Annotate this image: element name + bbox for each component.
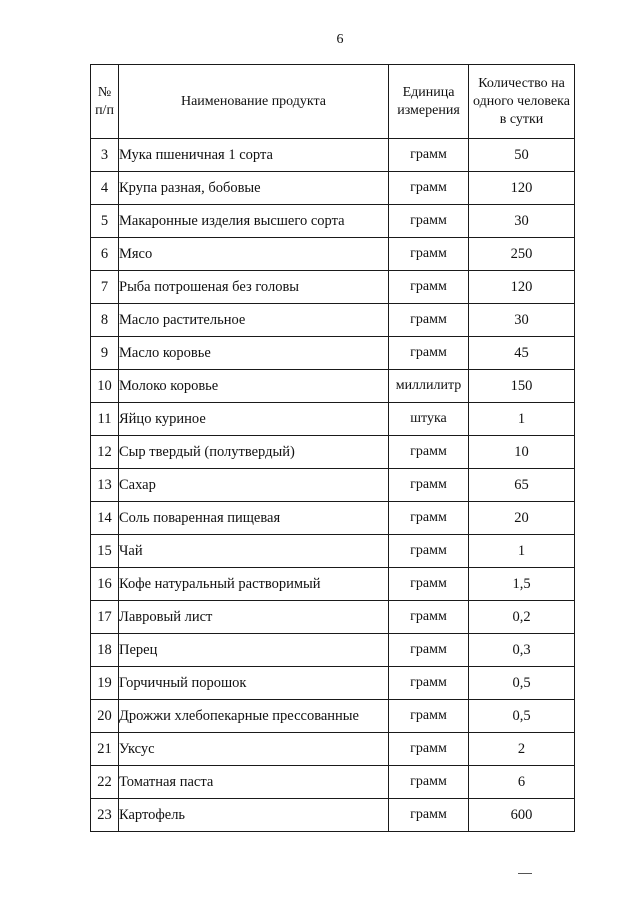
table-row: [91, 799, 575, 832]
product-name: Яйцо куриное: [119, 403, 389, 436]
row-number: 23: [91, 799, 119, 832]
unit-of-measure: штука: [389, 403, 469, 436]
daily-quantity: 2: [469, 733, 575, 766]
table-row: [91, 601, 575, 634]
unit-of-measure: грамм: [389, 733, 469, 766]
daily-quantity: 0,5: [469, 700, 575, 733]
unit-of-measure: грамм: [389, 700, 469, 733]
row-number: 8: [91, 304, 119, 337]
daily-quantity: 6: [469, 766, 575, 799]
table-row: [91, 304, 575, 337]
unit-of-measure: грамм: [389, 139, 469, 172]
header-quantity: Количество на одного человека в сутки: [469, 65, 575, 139]
product-name: Лавровый лист: [119, 601, 389, 634]
table-row: [91, 469, 575, 502]
daily-quantity: 0,3: [469, 634, 575, 667]
unit-of-measure: грамм: [389, 172, 469, 205]
product-name: Уксус: [119, 733, 389, 766]
table-row: [91, 766, 575, 799]
daily-quantity: 10: [469, 436, 575, 469]
row-number: 3: [91, 139, 119, 172]
unit-of-measure: грамм: [389, 337, 469, 370]
row-number: 4: [91, 172, 119, 205]
daily-quantity: 65: [469, 469, 575, 502]
row-number: 19: [91, 667, 119, 700]
daily-quantity: 1,5: [469, 568, 575, 601]
unit-of-measure: грамм: [389, 502, 469, 535]
daily-quantity: 250: [469, 238, 575, 271]
daily-quantity: 0,5: [469, 667, 575, 700]
unit-of-measure: грамм: [389, 568, 469, 601]
unit-of-measure: миллилитр: [389, 370, 469, 403]
daily-quantity: 600: [469, 799, 575, 832]
row-number: 12: [91, 436, 119, 469]
product-name: Сыр твердый (полутвердый): [119, 436, 389, 469]
product-name: Мясо: [119, 238, 389, 271]
row-number: 11: [91, 403, 119, 436]
row-number: 15: [91, 535, 119, 568]
product-name: Горчичный порошок: [119, 667, 389, 700]
row-number: 13: [91, 469, 119, 502]
header-product-name: Наименование продукта: [119, 65, 389, 139]
product-name: Чай: [119, 535, 389, 568]
table-row: [91, 172, 575, 205]
unit-of-measure: грамм: [389, 766, 469, 799]
page-number: 6: [336, 32, 344, 47]
header-number: № п/п: [91, 65, 119, 139]
product-name: Макаронные изделия высшего сорта: [119, 205, 389, 238]
daily-quantity: 120: [469, 271, 575, 304]
header-unit: Единица измерения: [389, 65, 469, 139]
table-row: [91, 271, 575, 304]
table-row: [91, 436, 575, 469]
row-number: 18: [91, 634, 119, 667]
product-name: Соль поваренная пищевая: [119, 502, 389, 535]
unit-of-measure: грамм: [389, 601, 469, 634]
product-name: Молоко коровье: [119, 370, 389, 403]
table-row: [91, 535, 575, 568]
product-name: Мука пшеничная 1 сорта: [119, 139, 389, 172]
row-number: 6: [91, 238, 119, 271]
unit-of-measure: грамм: [389, 205, 469, 238]
daily-quantity: 50: [469, 139, 575, 172]
scan-mark: [518, 873, 532, 874]
product-name: Сахар: [119, 469, 389, 502]
products-table: [90, 64, 575, 832]
table-row: [91, 238, 575, 271]
daily-quantity: 0,2: [469, 601, 575, 634]
row-number: 14: [91, 502, 119, 535]
unit-of-measure: грамм: [389, 304, 469, 337]
table-row: [91, 502, 575, 535]
daily-quantity: 1: [469, 535, 575, 568]
product-name: Масло растительное: [119, 304, 389, 337]
row-number: 22: [91, 766, 119, 799]
unit-of-measure: грамм: [389, 436, 469, 469]
unit-of-measure: грамм: [389, 634, 469, 667]
row-number: 20: [91, 700, 119, 733]
product-name: Рыба потрошеная без головы: [119, 271, 389, 304]
row-number: 21: [91, 733, 119, 766]
product-name: Крупа разная, бобовые: [119, 172, 389, 205]
row-number: 17: [91, 601, 119, 634]
product-name: Масло коровье: [119, 337, 389, 370]
product-name: Томатная паста: [119, 766, 389, 799]
table-row: [91, 568, 575, 601]
unit-of-measure: грамм: [389, 469, 469, 502]
daily-quantity: 30: [469, 304, 575, 337]
daily-quantity: 150: [469, 370, 575, 403]
daily-quantity: 1: [469, 403, 575, 436]
product-name: Дрожжи хлебопекарные прессованные: [119, 700, 389, 733]
unit-of-measure: грамм: [389, 799, 469, 832]
daily-quantity: 20: [469, 502, 575, 535]
unit-of-measure: грамм: [389, 238, 469, 271]
table-header-row: [91, 65, 575, 139]
table-row: [91, 733, 575, 766]
unit-of-measure: грамм: [389, 667, 469, 700]
product-name: Кофе натуральный растворимый: [119, 568, 389, 601]
table-row: [91, 370, 575, 403]
row-number: 7: [91, 271, 119, 304]
row-number: 16: [91, 568, 119, 601]
table-row: [91, 337, 575, 370]
table-row: [91, 205, 575, 238]
daily-quantity: 45: [469, 337, 575, 370]
daily-quantity: 30: [469, 205, 575, 238]
daily-quantity: 120: [469, 172, 575, 205]
table-row: [91, 667, 575, 700]
table-row: [91, 403, 575, 436]
table-row: [91, 700, 575, 733]
unit-of-measure: грамм: [389, 535, 469, 568]
row-number: 10: [91, 370, 119, 403]
unit-of-measure: грамм: [389, 271, 469, 304]
product-name: Перец: [119, 634, 389, 667]
row-number: 5: [91, 205, 119, 238]
table-row: [91, 139, 575, 172]
row-number: 9: [91, 337, 119, 370]
table-body: [91, 139, 575, 832]
product-name: Картофель: [119, 799, 389, 832]
table-row: [91, 634, 575, 667]
